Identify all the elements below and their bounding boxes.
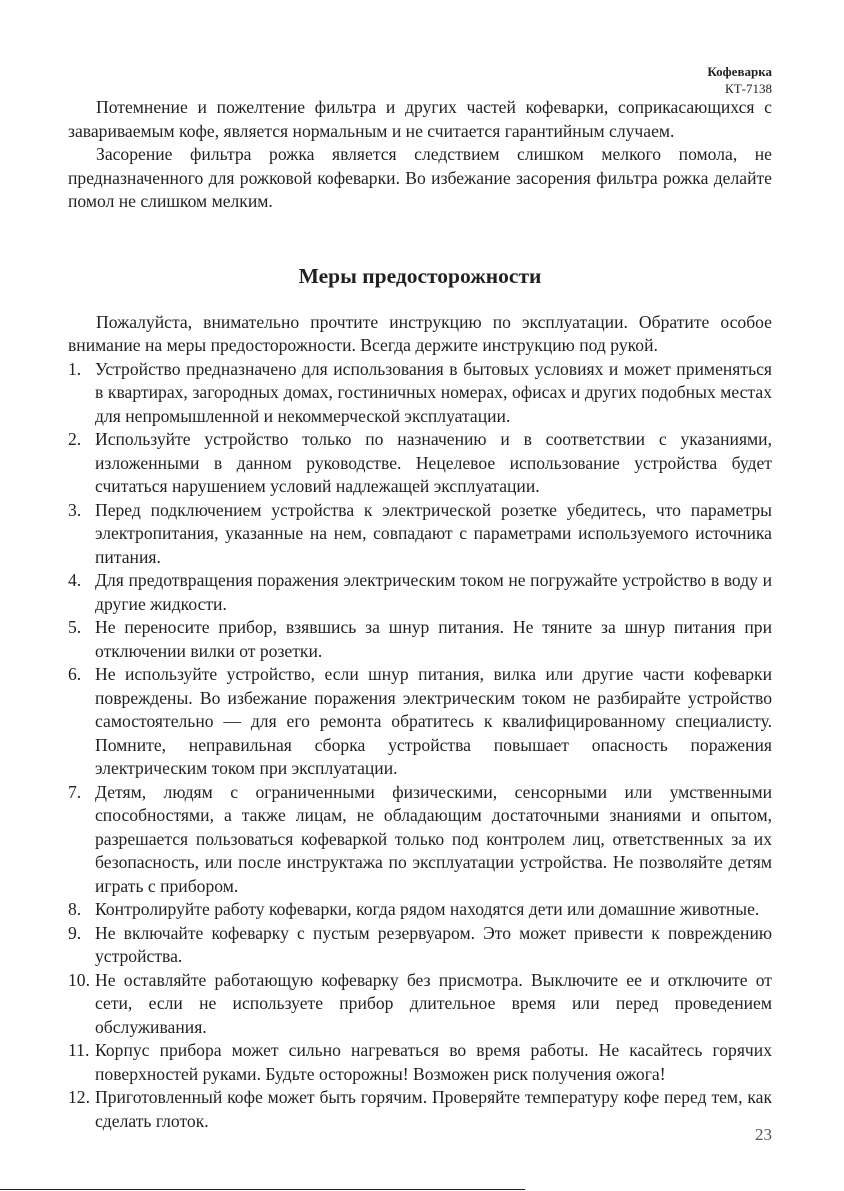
list-item [68,1086,772,1133]
list-item-text: Перед подключением устройства к электрической розетке убедитесь, что параметры электропитания, указанные на нем, совпадают с параметрами используемого источника питания. [95,499,772,567]
list-item [68,969,772,1040]
list-item-text: Для предотвращения поражения электрическим током не погружайте устройство в воду и другие жидкости. [95,570,772,614]
list-item-number: 6. [68,664,82,684]
list-item [68,569,772,616]
list-item-number: 5. [68,617,82,637]
list-item-number: 3. [68,499,82,520]
list-item [68,898,772,922]
intro-paragraph: Потемнение и пожелтение фильтра и других частей кофеварки, соприкасающихся с завариваемым кофе, является нормальным и не считается гарантийным случаем. [68,97,772,141]
page-content [68,96,772,1133]
list-item-text: Не оставляйте работающую кофеварку без присмотра. Выключите ее и отключите от сети, если не используете прибор длительное время или перед проведением обслуживания. [95,969,772,1037]
list-item-number: 12. [68,1087,90,1107]
section-lead: Пожалуйста, внимательно прочтите инструкцию по эксплуатации. Обратите особое внимание на меры предосторожности. Всегда держите инструкцию под рукой. [68,311,772,355]
list-item [68,922,772,969]
list-item [68,428,772,499]
list-item-text: Корпус прибора может сильно нагреваться во время работы. Не касайтесь горячих поверхностей руками. Будьте осторожны! Возможен риск получения ожога! [95,1040,772,1084]
precautions-list [68,358,772,1134]
list-item [68,663,772,781]
list-item-number: 1. [68,358,82,379]
list-item-text: Не используйте устройство, если шнур питания, вилка или другие части кофеварки повреждены. Во избежание поражения электрическим током не разбирайте устройство самостоятельно — для его ремонта обратитесь к квалифицированному специалисту. Помните, неправильная сборка устройства повышает опасность поражения электрическим током при эксплуатации. [95,664,772,778]
list-item-number: 2. [68,429,82,449]
list-item [68,358,772,429]
list-item-number: 9. [68,922,82,943]
list-item [68,499,772,570]
running-header [707,63,772,97]
header-model: КТ-7138 [725,81,772,96]
list-item-text: Детям, людям с ограниченными физическими, сенсорными или умственными способностями, а также лицам, не обладающим достаточными знаниями и опытом, разрешается пользоваться кофеваркой только под контролем лиц, ответственных за их безопасность, или после инструктажа по эксплуатации устройства. Не позволяйте детям играть с прибором. [95,781,772,896]
list-item [68,781,772,899]
page-number: 23 [755,1125,772,1144]
header-product-title: Кофеварка [707,64,772,79]
list-item-text: Устройство предназначено для использования в бытовых условиях и может применяться в квартирах, загородных домах, гостиничных номерах, офисах и других подобных местах для непромышленной и некоммерческой эксплуатации. [95,358,772,426]
bottom-rule [0,1189,525,1190]
intro-paragraph: Засорение фильтра рожка является следствием слишком мелкого помола, не предназначенного для рожковой кофеварки. Во избежание засорения фильтра рожка делайте помол не слишком мелким. [68,144,772,211]
section-heading: Меры предосторожности [298,263,542,288]
list-item-text: Приготовленный кофе может быть горячим. Проверяйте температуру кофе перед тем, как сделать глоток. [95,1087,772,1131]
list-item-text: Контролируйте работу кофеварки, когда рядом находятся дети или домашние животные. [95,899,760,919]
list-item-number: 7. [68,781,82,802]
list-item-text: Используйте устройство только по назначению и в соответствии с указаниями, изложенными в данном руководстве. Нецелевое использование устройства будет считаться нарушением условий надлежащей эксплуатации. [95,429,772,496]
list-item-text: Не переносите прибор, взявшись за шнур питания. Не тяните за шнур питания при отключении вилки от розетки. [95,617,772,661]
list-item-number: 11. [68,1040,90,1060]
list-item-text: Не включайте кофеварку с пустым резервуаром. Это может привести к повреждению устройства. [95,922,772,966]
list-item-number: 4. [68,570,82,590]
list-item-number: 10. [68,969,90,990]
list-item [68,1039,772,1086]
list-item [68,616,772,663]
list-item-number: 8. [68,899,82,919]
